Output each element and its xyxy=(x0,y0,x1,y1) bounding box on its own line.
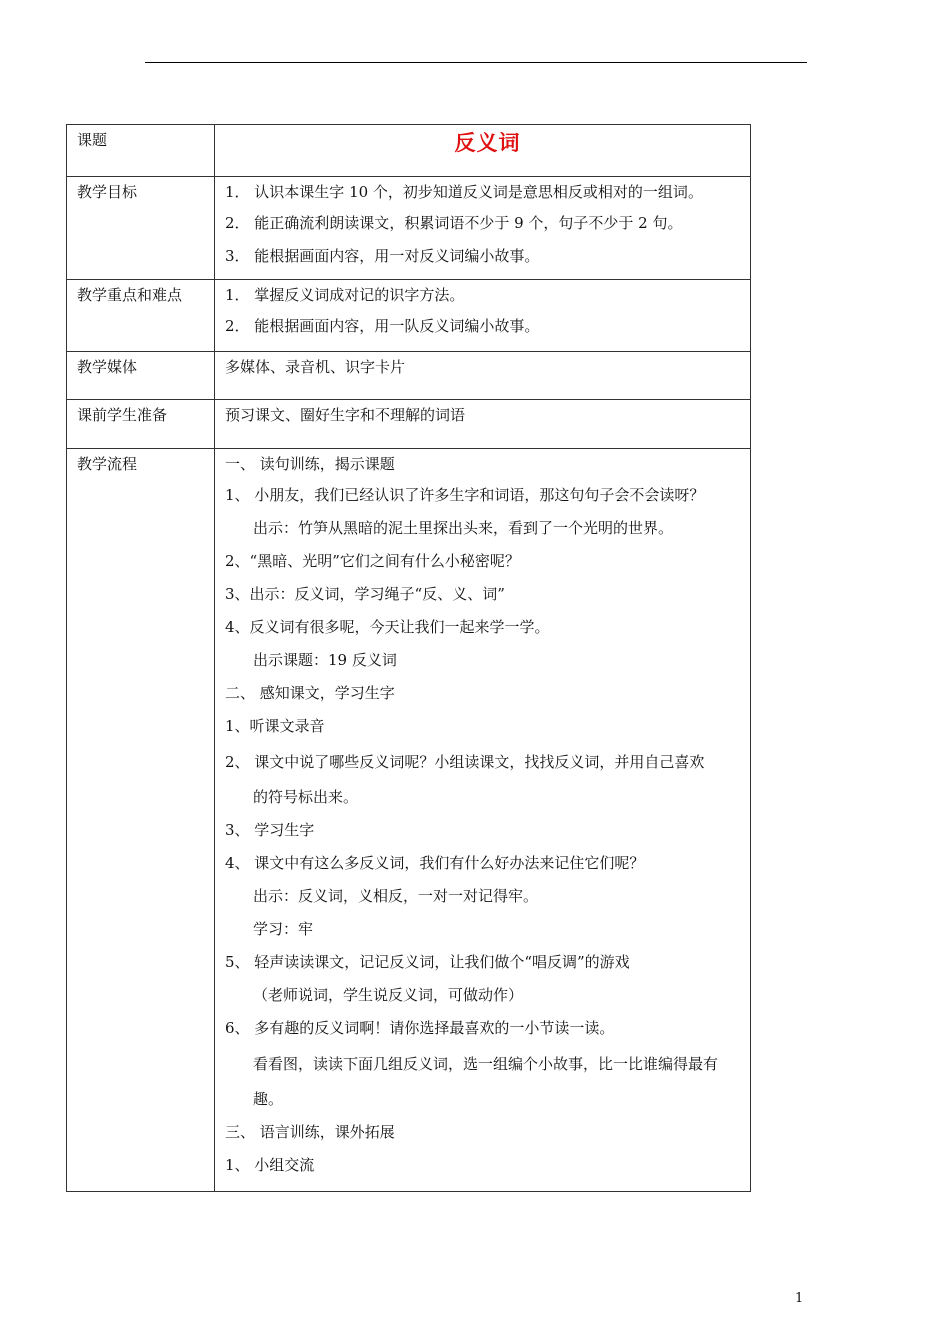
flow-section-heading: 一、 读句训练，揭示课题 xyxy=(225,455,395,473)
lesson-plan-table xyxy=(66,124,751,1192)
key-point-item: 1． 掌握反义词成对记的识字方法。 xyxy=(225,286,465,304)
table-row-prep xyxy=(67,400,751,449)
flow-label: 教学流程 xyxy=(67,449,215,1192)
media-text: 多媒体、录音机、识字卡片 xyxy=(225,358,406,376)
goal-item: 2． 能正确流利朗读课文，积累词语不少于 9 个，句子不少于 2 句。 xyxy=(225,214,683,232)
flow-line: 1、 小组交流 xyxy=(225,1156,315,1174)
flow-line: 2、“黑暗、光明”它们之间有什么小秘密呢？ xyxy=(225,552,520,570)
flow-line: 出示：反义词，义相反，一对一对记得牢。 xyxy=(253,887,539,905)
flow-line: 看看图，读读下面几组反义词，选一组编个小故事，比一比谁编得最有 xyxy=(253,1055,719,1073)
key-point-item: 2． 能根据画面内容，用一队反义词编小故事。 xyxy=(225,317,540,335)
flow-section-heading: 二、 感知课文，学习生字 xyxy=(225,684,395,702)
media-label: 教学媒体 xyxy=(67,352,215,400)
table-row-media xyxy=(67,352,751,400)
prep-label: 课前学生准备 xyxy=(67,400,215,449)
flow-line: 2、 课文中说了哪些反义词呢？小组读课文，找找反义词，并用自己喜欢 xyxy=(225,753,705,771)
table-row-goals xyxy=(67,177,751,280)
flow-line: 4、反义词有很多呢，今天让我们一起来学一学。 xyxy=(225,618,550,636)
flow-line: 出示课题：19 反义词 xyxy=(253,651,397,669)
goal-item: 3． 能根据画面内容，用一对反义词编小故事。 xyxy=(225,247,540,265)
flow-line: 3、 学习生字 xyxy=(225,821,315,839)
flow-line: 3、出示：反义词，学习绳子“反、义、词” xyxy=(225,585,505,603)
title-label: 课题 xyxy=(67,125,215,177)
flow-line: 趣。 xyxy=(253,1090,284,1108)
goal-item: 1． 认识本课生字 10 个，初步知道反义词是意思相反或相对的一组词。 xyxy=(225,183,703,201)
flow-line: 6、 多有趣的反义词啊！请你选择最喜欢的一小节读一读。 xyxy=(225,1019,615,1037)
flow-line: 的符号标出来。 xyxy=(253,788,359,806)
table-row-title xyxy=(67,125,751,177)
header-rule xyxy=(145,62,807,63)
flow-line: （老师说词，学生说反义词，可做动作） xyxy=(253,986,524,1004)
page-number: 1 xyxy=(795,1291,804,1306)
key-points-label: 教学重点和难点 xyxy=(67,280,215,352)
flow-line: 学习：牢 xyxy=(253,920,314,938)
flow-section-heading: 三、 语言训练，课外拓展 xyxy=(225,1123,395,1141)
flow-line: 出示：竹笋从黑暗的泥土里探出头来，看到了一个光明的世界。 xyxy=(253,519,674,537)
flow-line: 1、听课文录音 xyxy=(225,717,325,735)
table-row-flow xyxy=(67,449,751,1192)
table-row-key-points xyxy=(67,280,751,352)
flow-line: 4、 课文中有这么多反义词，我们有什么好办法来记住它们呢？ xyxy=(225,854,645,872)
prep-text: 预习课文、圈好生字和不理解的词语 xyxy=(225,406,466,424)
flow-line: 5、 轻声读读课文，记记反义词，让我们做个“唱反调”的游戏 xyxy=(225,953,630,971)
goals-label: 教学目标 xyxy=(67,177,215,280)
flow-line: 1、 小朋友，我们已经认识了许多生字和词语，那这句句子会不会读呀？ xyxy=(225,486,705,504)
lesson-title: 反义词 xyxy=(454,130,521,155)
